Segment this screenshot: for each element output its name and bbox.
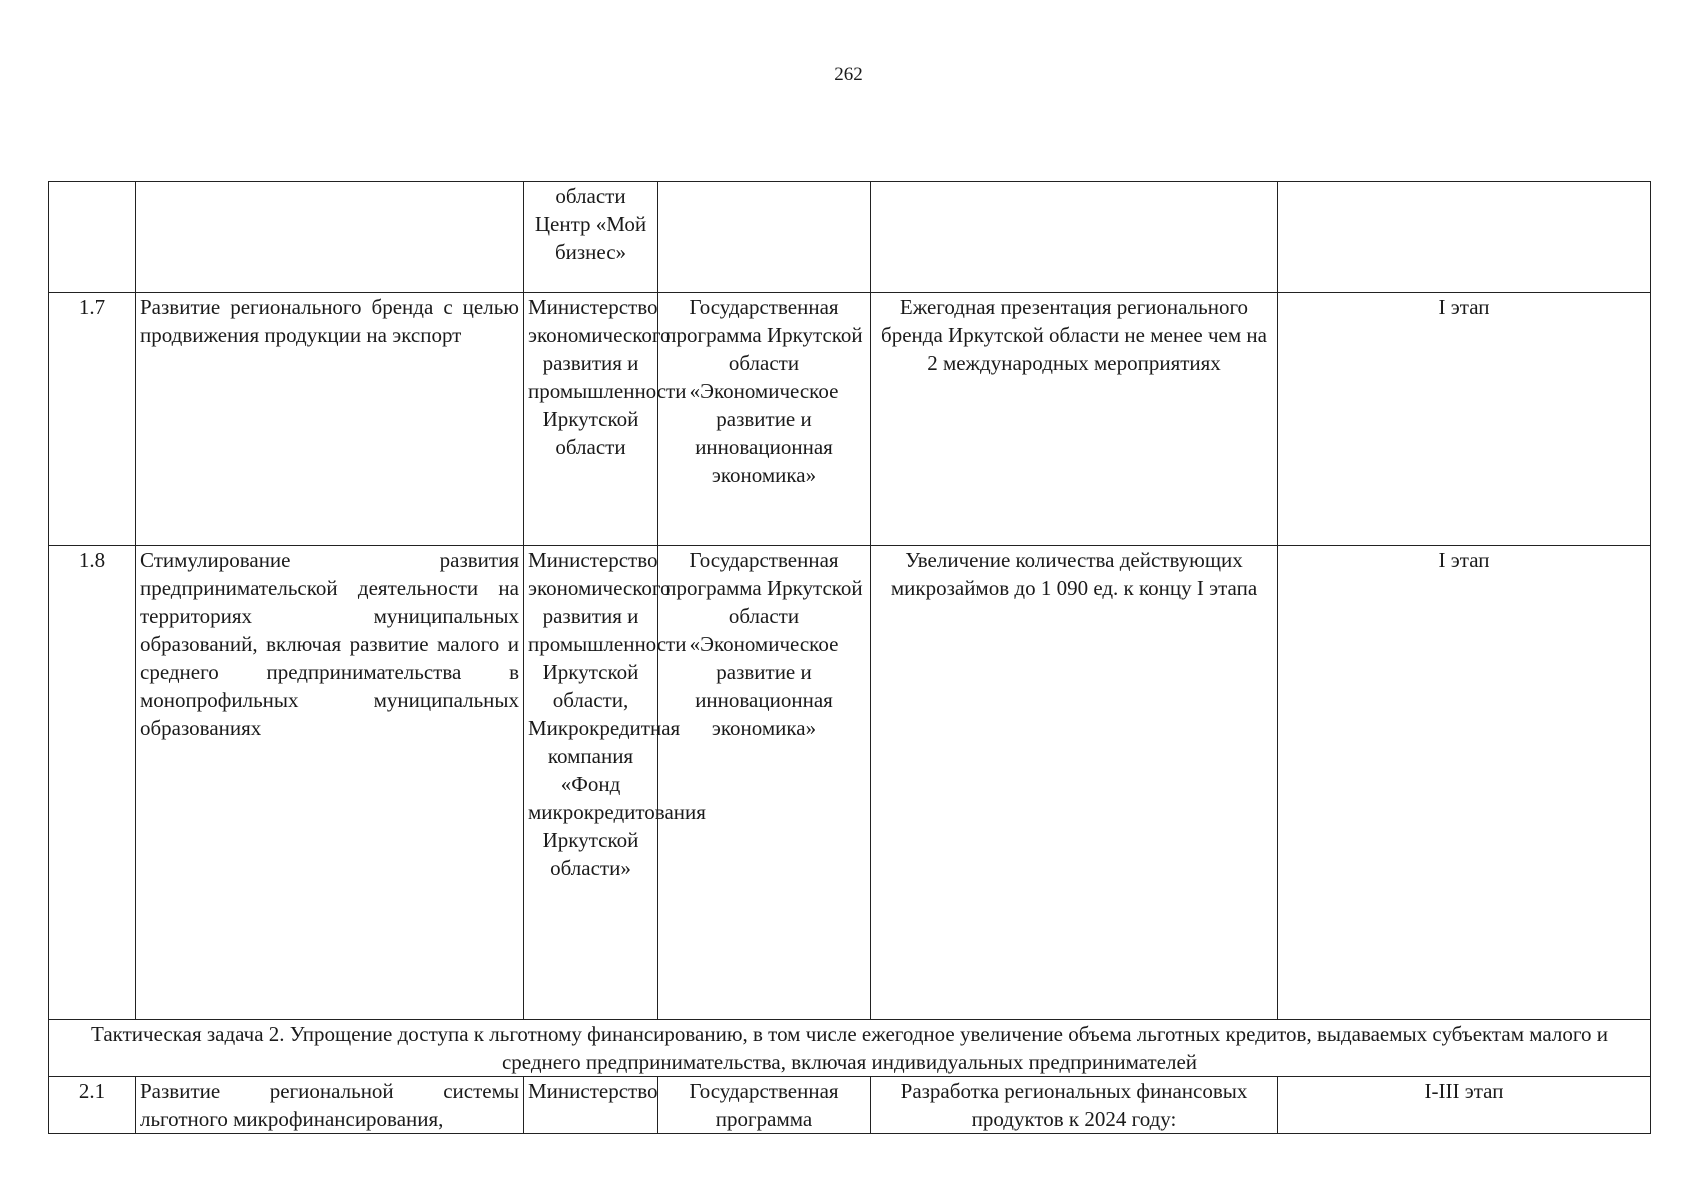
- cell-stage: I этап: [1278, 293, 1651, 546]
- cell-result: Ежегодная презентация регионального бренда Иркутской области не менее чем на 2 международных мероприятиях: [871, 293, 1278, 546]
- cell-name: Развитие регионального бренда с целью продвижения продукции на экспорт: [136, 293, 524, 546]
- cell-executor: области Центр «Мой бизнес»: [524, 182, 658, 293]
- cell-result: Увеличение количества действующих микрозаймов до 1 090 ед. к концу I этапа: [871, 546, 1278, 1020]
- cell-num: [49, 182, 136, 293]
- table-row: [49, 1077, 1651, 1134]
- cell-program: Государственная программа Иркутской области «Экономическое развитие и инновационная экономика»: [658, 293, 871, 546]
- cell-stage: I-III этап: [1278, 1077, 1651, 1134]
- cell-result: [871, 182, 1278, 293]
- cell-name: Стимулирование развития предпринимательской деятельности на территориях муниципальных образований, включая развитие малого и среднего предпринимательства в монопрофильных муниципальных образованиях: [136, 546, 524, 1020]
- cell-program: [658, 182, 871, 293]
- table-row: [49, 293, 1651, 546]
- cell-executor: Министерство экономического развития и промышленности Иркутской области, Микрокредитная компания «Фонд микрокредитования Иркутской области»: [524, 546, 658, 1020]
- cell-num: 1.7: [49, 293, 136, 546]
- cell-executor: Министерство: [524, 1077, 658, 1134]
- table-row: [49, 546, 1651, 1020]
- section-heading: Тактическая задача 2. Упрощение доступа к льготному финансированию, в том числе ежегодное увеличение объема льготных кредитов, выдаваемых субъектам малого и среднего предпринимательства, включая индивидуальных предпринимателей: [49, 1020, 1651, 1077]
- section-heading-row: [49, 1020, 1651, 1077]
- table-row-continued: [49, 182, 1651, 293]
- cell-program: Государственная программа Иркутской области «Экономическое развитие и инновационная экономика»: [658, 546, 871, 1020]
- cell-executor: Министерство экономического развития и промышленности Иркутской области: [524, 293, 658, 546]
- cell-program: Государственная программа: [658, 1077, 871, 1134]
- cell-num: 1.8: [49, 546, 136, 1020]
- cell-name: [136, 182, 524, 293]
- measures-table: [48, 181, 1651, 1134]
- cell-name: Развитие региональной системы льготного микрофинансирования,: [136, 1077, 524, 1134]
- cell-num: 2.1: [49, 1077, 136, 1134]
- cell-stage: [1278, 182, 1651, 293]
- page-number: 262: [834, 64, 863, 85]
- cell-result: Разработка региональных финансовых продуктов к 2024 году:: [871, 1077, 1278, 1134]
- cell-stage: I этап: [1278, 546, 1651, 1020]
